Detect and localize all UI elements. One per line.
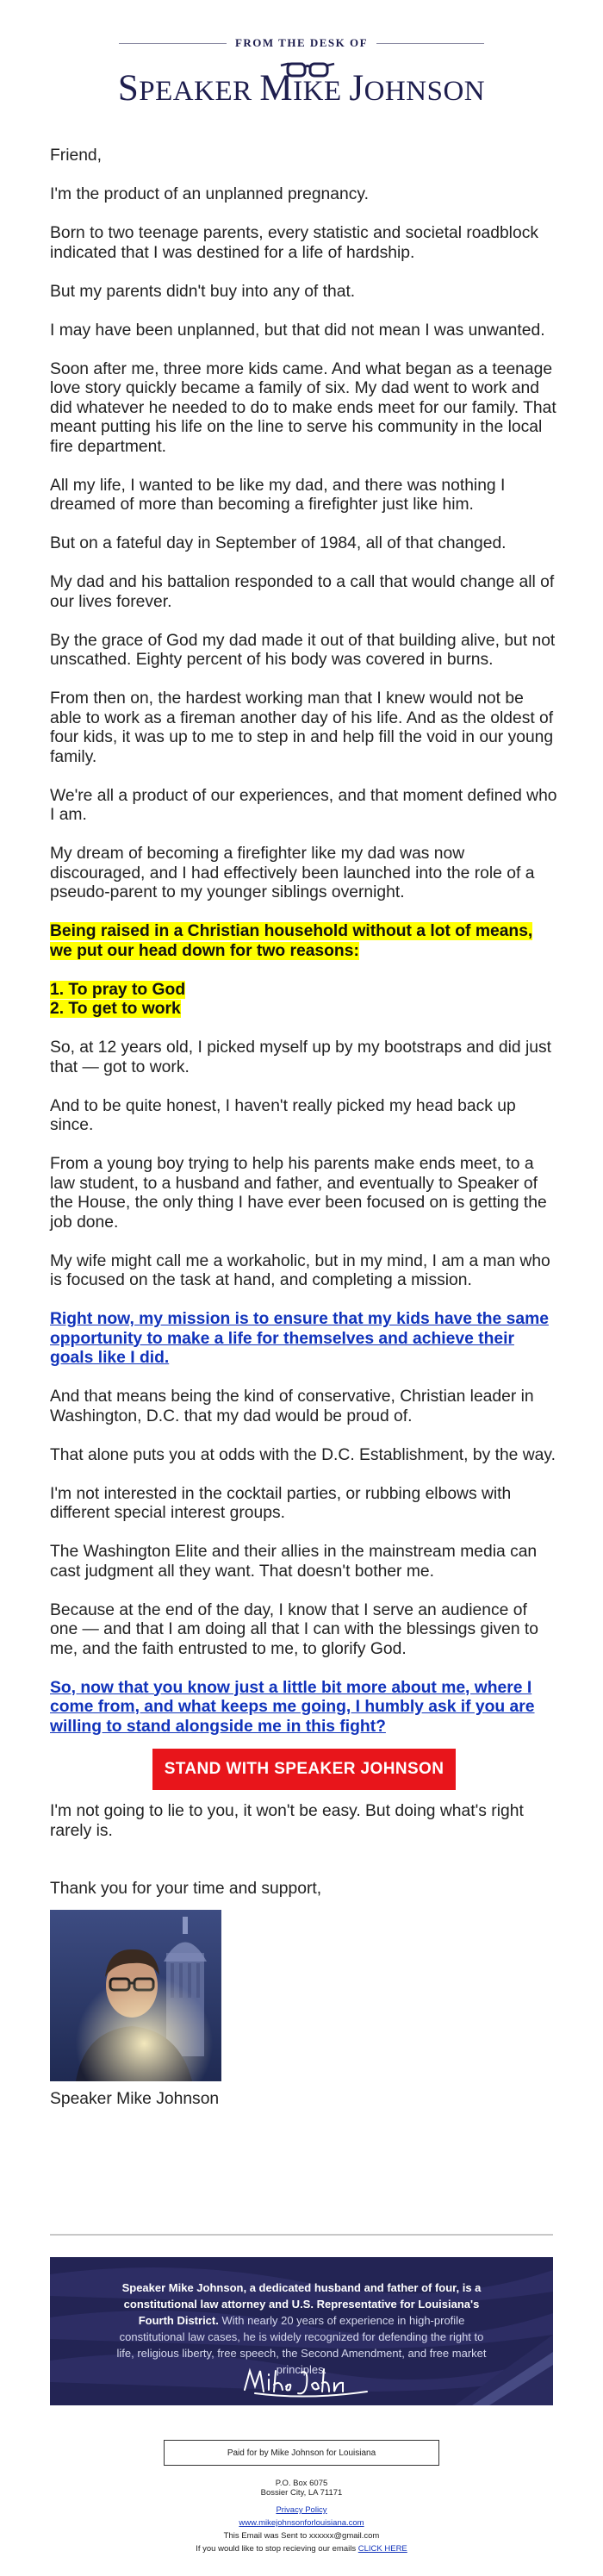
from-the-desk-row — [119, 34, 484, 52]
mission-link[interactable]: Right now, my mission is to ensure that my kids have the same opportunity to make a life for themselves and achieve their goals like I did. — [50, 1310, 549, 1367]
body-paragraph: My dream of becoming a firefighter like my dad was now discouraged, and I had effectively been launched into the role of a pseudo-parent to my younger siblings overnight. — [50, 845, 535, 901]
body-paragraph: My dad and his battalion responded to a call that would change all of our lives forever. — [50, 573, 555, 611]
body-paragraph: All my life, I wanted to be like my dad, and there was nothing I dreamed of more than becoming a firefighter just like him. — [50, 476, 506, 514]
footer — [0, 2479, 603, 2554]
letter-body — [50, 147, 558, 2109]
highlighted-intro: Being raised in a Christian household without a lot of means, we put our head down for two reasons: — [50, 922, 533, 960]
body-paragraph: We're all a product of our experiences, and that moment defined who I am. — [50, 786, 557, 824]
speaker-name-logo: SPEAKER MIKE JOHNSON — [117, 68, 486, 109]
bio-rest: With nearly 20 years of experience in high-profile constitutional law cases, he is widely recognized for defending the right to life, religious liberty, free speech, the Second Amendment, and free market principles. — [116, 2314, 487, 2376]
section-divider — [50, 2234, 553, 2236]
city-address: Bossier City, LA 71171 — [260, 2488, 343, 2498]
stand-with-speaker-button[interactable]: STAND WITH SPEAKER JOHNSON — [152, 1749, 457, 1790]
body-paragraph: And that means being the kind of conservative, Christian leader in Washington, D.C. that my dad would be proud of. — [50, 1388, 534, 1425]
body-paragraph: So, at 12 years old, I picked myself up by my bootstraps and did just that — got to work. — [50, 1039, 551, 1076]
reason-item: 2. To get to work — [50, 1000, 181, 1018]
ask-link[interactable]: So, now that you know just a little bit more about me, where I come from, and what keeps me going, I humbly ask if you are willing to stand alongside me in this fight? — [50, 1678, 535, 1736]
body-paragraph: That alone puts you at odds with the D.C. Establishment, by the way. — [50, 1445, 556, 1464]
bio-banner — [50, 2257, 553, 2405]
thanks-line: Thank you for your time and support, — [50, 1880, 322, 1898]
website-link[interactable]: www.mikejohnsonforlouisiana.com — [239, 2518, 364, 2528]
unsubscribe-text: If you would like to stop recieving our emails — [196, 2544, 358, 2554]
letterhead — [0, 0, 603, 129]
po-box: P.O. Box 6075 — [275, 2479, 328, 2488]
bio-lead: Speaker Mike Johnson, a dedicated husband and father of four, is a constitutional law attorney and U.S. Representative for Louisiana's Fourth District. — [121, 2281, 482, 2327]
reasons-list — [50, 981, 558, 1020]
sent-to-line: This Email was Sent to xxxxxx@gmail.com — [223, 2531, 380, 2541]
body-paragraph: My wife might call me a workaholic, but in my mind, I am a man who is focused on the task at hand, and completing a mission. — [50, 1251, 550, 1289]
body-paragraph: I may have been unplanned, but that did not mean I was unwanted. — [50, 321, 545, 340]
body-paragraph: I'm not interested in the cocktail parties, or rubbing elbows with different special interest groups. — [50, 1484, 512, 1522]
body-paragraph: By the grace of God my dad made it out of that building alive, but not unscathed. Eighty percent of his body was covered in burns. — [50, 631, 556, 669]
body-paragraph: I'm the product of an unplanned pregnancy. — [50, 185, 369, 203]
body-paragraph: But on a fateful day in September of 1984, all of that changed. — [50, 534, 507, 552]
privacy-policy-link[interactable]: Privacy Policy — [276, 2505, 327, 2515]
body-paragraph: But my parents didn't buy into any of that. — [50, 282, 356, 301]
speaker-photo — [50, 1910, 221, 2081]
paid-for-box: Paid for by Mike Johnson for Louisiana — [164, 2440, 439, 2466]
speaker-portrait-image — [50, 1910, 221, 2081]
body-paragraph: Born to two teenage parents, every statistic and societal roadblock indicated that I was destined for a life of hardship. — [50, 224, 538, 262]
reason-item: 1. To pray to God — [50, 980, 186, 999]
from-desk-label: FROM THE DESK OF — [234, 36, 369, 49]
signature-name: Speaker Mike Johnson — [50, 2089, 220, 2108]
body-paragraph: From then on, the hardest working man that I knew would not be able to work as a fireman another day of his life. And as the oldest of four kids, it was up to me to step in and help fill the void in our young family. — [50, 689, 554, 766]
body-paragraph: From a young boy trying to help his parents make ends meet, to a law student, to a husband and father, and eventually to Speaker of the House, the only thing I have ever been focused on is getting the job done. — [50, 1155, 547, 1232]
divider-line-right — [376, 43, 484, 44]
unsubscribe-link[interactable]: CLICK HERE — [357, 2544, 407, 2554]
divider-line-left — [119, 43, 227, 44]
body-paragraph: Because at the end of the day, I know that I serve an audience of one — and that I am doing all that I can with the blessings given to me, and the faith entrusted to me, to glorify God. — [50, 1600, 538, 1658]
body-paragraph: The Washington Elite and their allies in the mainstream media can cast judgment all they want. That doesn't bother me. — [50, 1543, 538, 1581]
body-paragraph: Soon after me, three more kids came. And what began as a teenage love story quickly became a family of six. My dad went to work and did whatever he needed to do to make ends meet for our family. That meant putting his life on the line to serve his community in the local fire department. — [50, 359, 556, 456]
closing-paragraph: I'm not going to lie to you, it won't be easy. But doing what's right rarely is. — [50, 1802, 524, 1840]
bio-text — [110, 2280, 493, 2378]
mission-paragraph — [50, 1310, 558, 1369]
body-paragraph: And to be quite honest, I haven't really picked my head back up since. — [50, 1096, 516, 1134]
greeting: Friend, — [50, 147, 103, 165]
unsubscribe-line — [0, 2544, 603, 2554]
cta-wrapper — [50, 1749, 558, 1790]
ask-paragraph — [50, 1679, 558, 1737]
bio-signature — [238, 2364, 376, 2404]
